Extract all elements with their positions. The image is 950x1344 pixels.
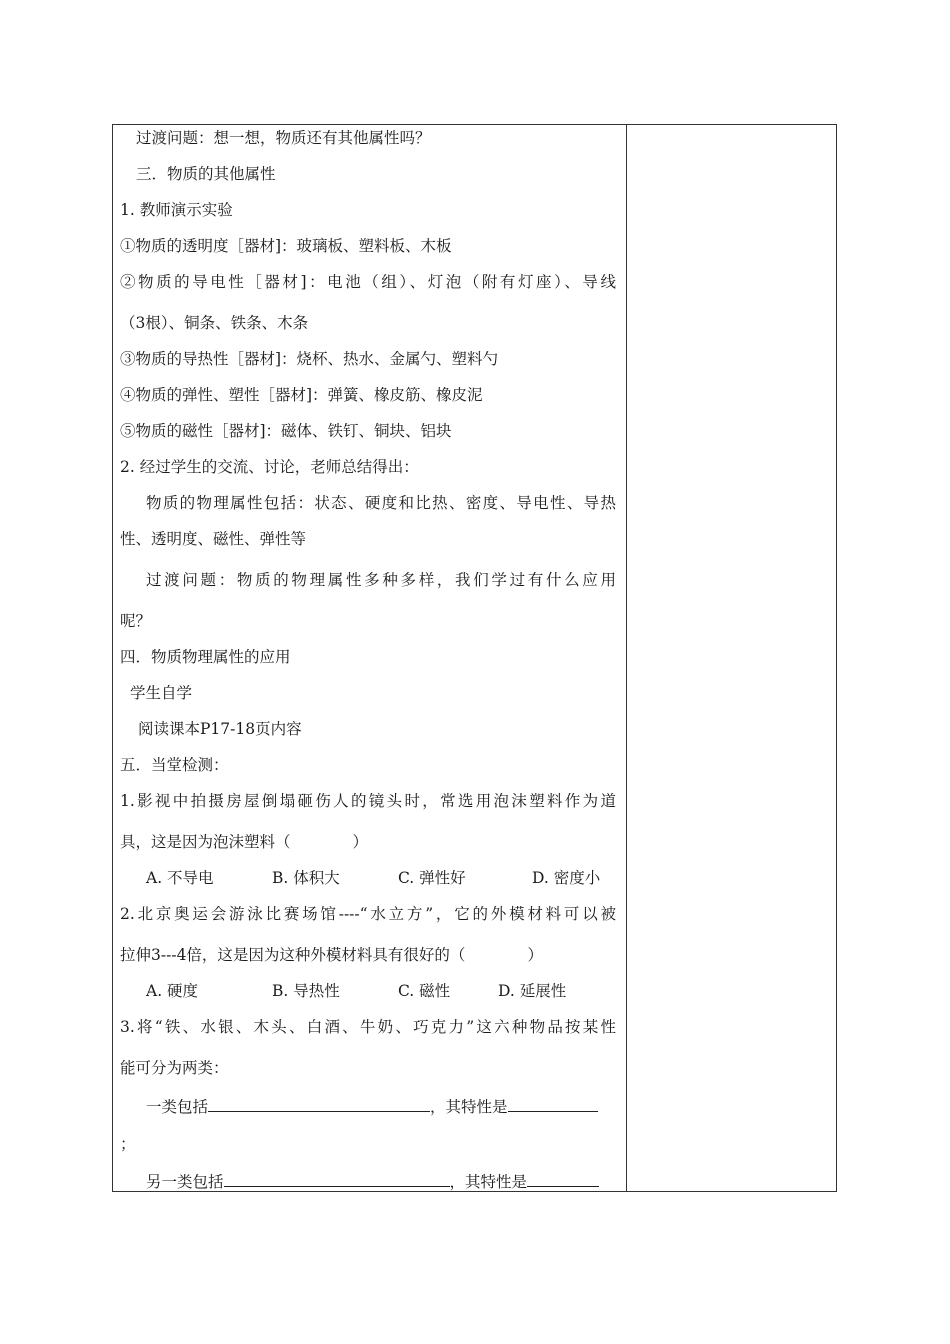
reading-assignment: 阅读课本P17-18页内容 xyxy=(138,720,302,738)
question-3-category-1: 一类包括 ，其特性是 xyxy=(146,1095,598,1117)
question-3-stem-cont: 能可分为两类： xyxy=(120,1059,229,1077)
experiment-transparency: ①物质的透明度［器材]：玻璃板、塑料板、木板 xyxy=(120,237,452,255)
question-3-stem: 3.将“铁、水银、木头、白酒、牛奶、巧克力”这六种物品按某性 xyxy=(120,1018,616,1036)
experiment-conductivity-cont: （3根）、铜条、铁条、木条 xyxy=(120,314,309,332)
question-1-option-a: A. 不导电 xyxy=(146,869,214,887)
category-2-items-blank[interactable] xyxy=(224,1170,450,1187)
transition-question-2-cont: 呢？ xyxy=(120,612,152,630)
question-1-stem: 1.影视中拍摄房屋倒塌砸伤人的镜头时，常选用泡沫塑料作为道 xyxy=(120,792,616,810)
question-1-stem-cont: 具，这是因为泡沫塑料（ ） xyxy=(120,833,369,851)
item-1-heading: 1. 教师演示实验 xyxy=(120,201,233,219)
question-3-semicolon: ； xyxy=(120,1135,136,1153)
experiment-conductivity: ②物质的导电性［器材]：电池（组）、灯泡（附有灯座）、导线 xyxy=(120,273,616,291)
item-2-heading: 2. 经过学生的交流、讨论，老师总结得出： xyxy=(120,458,419,476)
question-2-option-c: C. 磁性 xyxy=(398,982,451,1000)
question-2-stem-cont: 拉伸3---4倍，这是因为这种外模材料具有很好的（ ） xyxy=(120,946,543,964)
question-2-option-a: A. 硬度 xyxy=(146,982,199,1000)
category-1-property-blank[interactable] xyxy=(508,1095,598,1112)
question-1-option-c: C. 弹性好 xyxy=(398,869,466,887)
experiment-magnetism: ⑤物质的磁性［器材]：磁体、铁钉、铜块、铝块 xyxy=(120,422,452,440)
column-divider xyxy=(626,124,627,1192)
category-2-property-blank[interactable] xyxy=(527,1170,599,1187)
transition-question-2: 过渡问题：物质的物理属性多种多样，我们学过有什么应用 xyxy=(146,571,616,589)
question-1-option-d: D. 密度小 xyxy=(532,869,601,887)
transition-question-1: 过渡问题：想一想，物质还有其他属性吗？ xyxy=(136,129,431,147)
question-3-category-2: 另一类包括 ，其特性是 xyxy=(146,1170,599,1192)
section-5-title: 五．当堂检测： xyxy=(120,756,229,774)
experiment-heat-conduction: ③物质的导热性［器材]：烧杯、热水、金属勺、塑料勺 xyxy=(120,350,499,368)
section-3-title: 三．物质的其他属性 xyxy=(136,165,276,183)
section-4-title: 四．物质物理属性的应用 xyxy=(120,648,291,666)
summary-properties: 物质的物理属性包括：状态、硬度和比热、密度、导电性、导热 xyxy=(146,494,616,512)
notes-column xyxy=(628,126,835,1190)
self-study-label: 学生自学 xyxy=(130,684,193,702)
question-2-stem: 2.北京奥运会游泳比赛场馆----“水立方”，它的外模材料可以被 xyxy=(120,905,616,923)
category-1-items-blank[interactable] xyxy=(208,1095,430,1112)
summary-properties-cont: 性、透明度、磁性、弹性等 xyxy=(120,530,307,548)
question-2-option-b: B. 导热性 xyxy=(272,982,340,1000)
question-1-option-b: B. 体积大 xyxy=(272,869,340,887)
experiment-elasticity: ④物质的弹性、塑性［器材]：弹簧、橡皮筋、橡皮泥 xyxy=(120,386,483,404)
question-2-option-d: D. 延展性 xyxy=(498,982,567,1000)
